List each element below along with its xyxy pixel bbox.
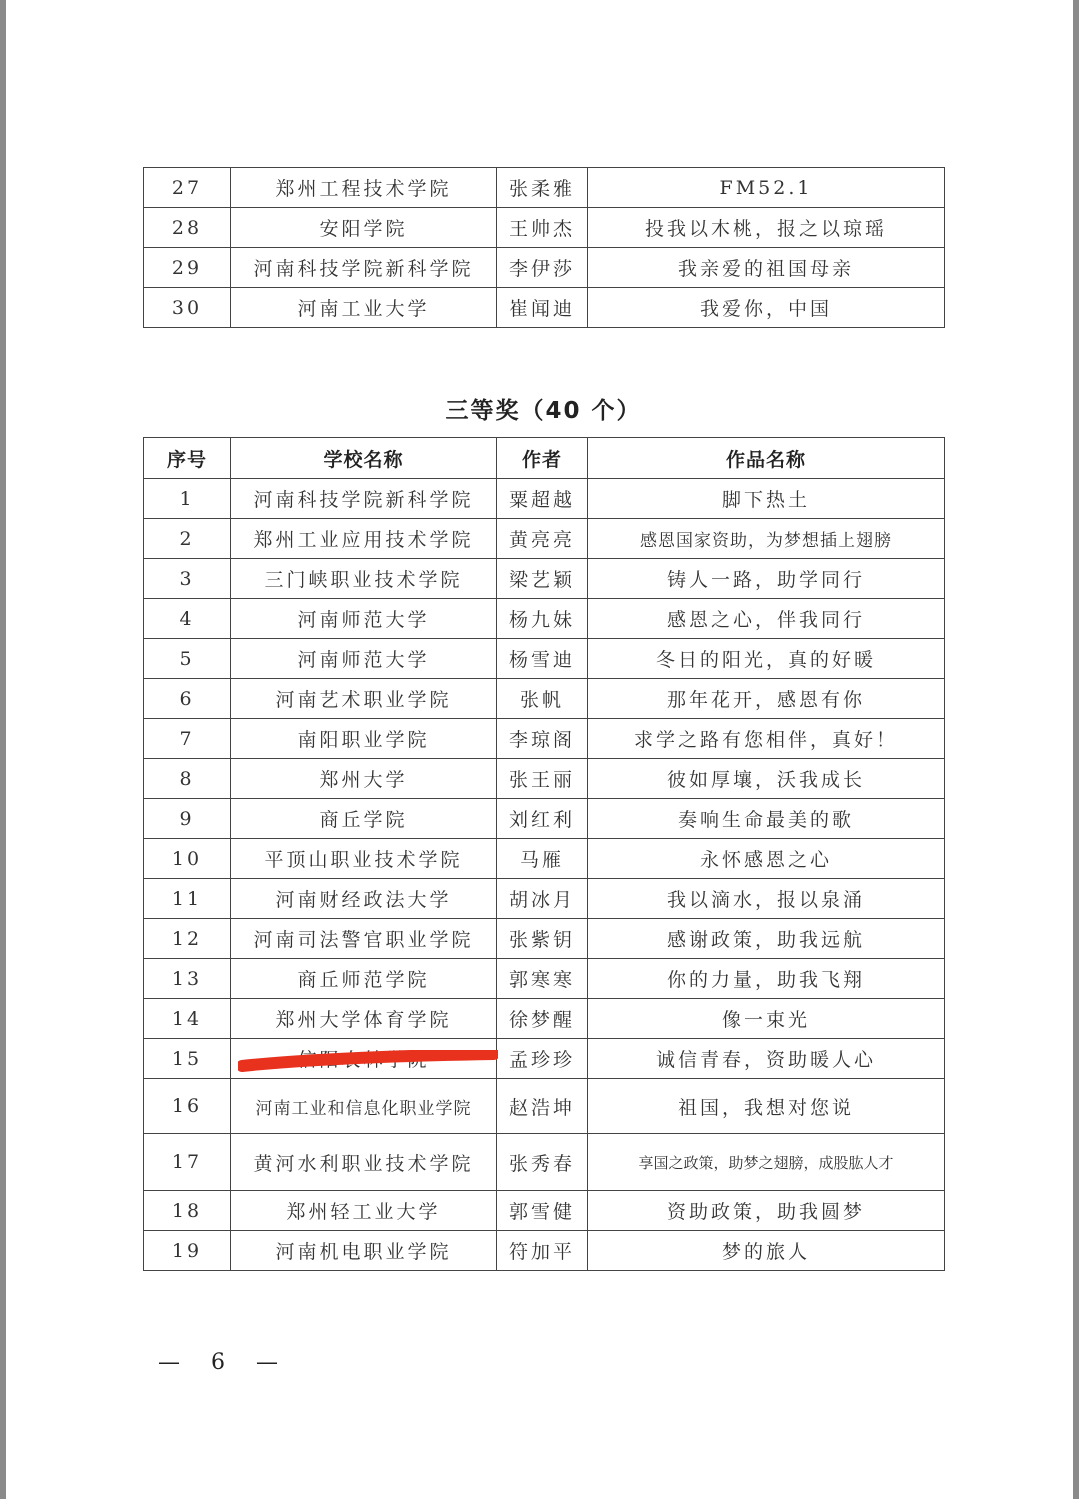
table-header-row xyxy=(144,438,945,479)
work-title: 资助政策，助我圆梦 xyxy=(588,1191,945,1231)
work-title: 像一束光 xyxy=(588,999,945,1039)
author-name: 李琼阁 xyxy=(497,719,588,759)
work-title: 奏响生命最美的歌 xyxy=(588,799,945,839)
table-row xyxy=(144,1079,945,1134)
school-name: 信阳农林学院 xyxy=(231,1039,497,1079)
table-row xyxy=(144,679,945,719)
author-name: 崔闻迪 xyxy=(497,288,588,328)
row-number: 18 xyxy=(144,1191,231,1231)
author-name: 李伊莎 xyxy=(497,248,588,288)
school-name: 河南司法警官职业学院 xyxy=(231,919,497,959)
author-name: 孟珍珍 xyxy=(497,1039,588,1079)
author-name: 张帆 xyxy=(497,679,588,719)
work-title: 诚信青春，资助暖人心 xyxy=(588,1039,945,1079)
work-title: 冬日的阳光，真的好暖 xyxy=(588,639,945,679)
table-row xyxy=(144,639,945,679)
author-name: 张王丽 xyxy=(497,759,588,799)
work-title: 我以滴水，报以泉涌 xyxy=(588,879,945,919)
table-row xyxy=(144,519,945,559)
table-row xyxy=(144,1231,945,1271)
school-name: 河南工业和信息化职业学院 xyxy=(231,1079,497,1134)
school-name: 郑州大学 xyxy=(231,759,497,799)
work-title: 享国之政策，助梦之翅膀，成股肱人才 xyxy=(588,1134,945,1191)
row-number: 27 xyxy=(144,168,231,208)
row-number: 29 xyxy=(144,248,231,288)
author-name: 赵浩坤 xyxy=(497,1079,588,1134)
school-name: 安阳学院 xyxy=(231,208,497,248)
row-number: 15 xyxy=(144,1039,231,1079)
row-number: 17 xyxy=(144,1134,231,1191)
school-name: 河南科技学院新科学院 xyxy=(231,248,497,288)
table-row xyxy=(144,959,945,999)
row-number: 11 xyxy=(144,879,231,919)
work-title: 求学之路有您相伴，真好！ xyxy=(588,719,945,759)
table-row xyxy=(144,559,945,599)
table-row xyxy=(144,919,945,959)
row-number: 3 xyxy=(144,559,231,599)
table-row xyxy=(144,799,945,839)
table-row xyxy=(144,208,945,248)
school-name: 平顶山职业技术学院 xyxy=(231,839,497,879)
row-number: 16 xyxy=(144,1079,231,1134)
table-row xyxy=(144,1134,945,1191)
row-number: 14 xyxy=(144,999,231,1039)
work-title: 那年花开，感恩有你 xyxy=(588,679,945,719)
work-title: 铸人一路，助学同行 xyxy=(588,559,945,599)
table-row xyxy=(144,599,945,639)
author-name: 胡冰月 xyxy=(497,879,588,919)
author-name: 符加平 xyxy=(497,1231,588,1271)
table-row xyxy=(144,248,945,288)
author-name: 梁艺颖 xyxy=(497,559,588,599)
row-number: 19 xyxy=(144,1231,231,1271)
red-redaction-mark xyxy=(238,1050,498,1072)
author-name: 王帅杰 xyxy=(497,208,588,248)
author-name: 杨九妹 xyxy=(497,599,588,639)
section-title: 三等奖（40 个） xyxy=(445,398,642,424)
school-name: 河南工业大学 xyxy=(231,288,497,328)
row-number: 2 xyxy=(144,519,231,559)
author-name: 黄亮亮 xyxy=(497,519,588,559)
table-row xyxy=(144,879,945,919)
table-row xyxy=(144,1191,945,1231)
table-row xyxy=(144,168,945,208)
school-name: 三门峡职业技术学院 xyxy=(231,559,497,599)
row-number: 9 xyxy=(144,799,231,839)
table-row xyxy=(144,479,945,519)
work-title: 永怀感恩之心 xyxy=(588,839,945,879)
page-number: — 6 — xyxy=(158,1350,290,1375)
author-name: 刘红利 xyxy=(497,799,588,839)
work-title: 感恩之心，伴我同行 xyxy=(588,599,945,639)
table-row xyxy=(144,999,945,1039)
third-prize-table xyxy=(143,437,945,1271)
header-work: 作品名称 xyxy=(588,438,945,479)
school-name: 黄河水利职业技术学院 xyxy=(231,1134,497,1191)
author-name: 粟超越 xyxy=(497,479,588,519)
table-row xyxy=(144,839,945,879)
work-title: 彼如厚壤，沃我成长 xyxy=(588,759,945,799)
header-number: 序号 xyxy=(144,438,231,479)
row-number: 28 xyxy=(144,208,231,248)
row-number: 12 xyxy=(144,919,231,959)
author-name: 杨雪迪 xyxy=(497,639,588,679)
school-name: 南阳职业学院 xyxy=(231,719,497,759)
work-title: 梦的旅人 xyxy=(588,1231,945,1271)
school-name: 商丘师范学院 xyxy=(231,959,497,999)
school-name: 河南师范大学 xyxy=(231,599,497,639)
school-name: 郑州工程技术学院 xyxy=(231,168,497,208)
work-title: 你的力量，助我飞翔 xyxy=(588,959,945,999)
row-number: 4 xyxy=(144,599,231,639)
author-name: 徐梦醒 xyxy=(497,999,588,1039)
row-number: 7 xyxy=(144,719,231,759)
author-name: 张柔雅 xyxy=(497,168,588,208)
school-name: 河南科技学院新科学院 xyxy=(231,479,497,519)
school-name: 河南机电职业学院 xyxy=(231,1231,497,1271)
row-number: 5 xyxy=(144,639,231,679)
row-number: 6 xyxy=(144,679,231,719)
author-name: 张紫钥 xyxy=(497,919,588,959)
school-name: 河南艺术职业学院 xyxy=(231,679,497,719)
table-row xyxy=(144,719,945,759)
row-number: 13 xyxy=(144,959,231,999)
author-name: 马雁 xyxy=(497,839,588,879)
redaction-stroke xyxy=(242,1054,494,1066)
author-name: 郭雪健 xyxy=(497,1191,588,1231)
work-title: 感恩国家资助，为梦想插上翅膀 xyxy=(588,519,945,559)
row-number: 1 xyxy=(144,479,231,519)
header-school: 学校名称 xyxy=(231,438,497,479)
work-title: 投我以木桃，报之以琼瑶 xyxy=(588,208,945,248)
row-number: 10 xyxy=(144,839,231,879)
table-row xyxy=(144,759,945,799)
row-number: 8 xyxy=(144,759,231,799)
school-name: 郑州大学体育学院 xyxy=(231,999,497,1039)
header-author: 作者 xyxy=(497,438,588,479)
work-title: 我爱你，中国 xyxy=(588,288,945,328)
school-name: 商丘学院 xyxy=(231,799,497,839)
work-title: FM52.1 xyxy=(588,168,945,208)
author-name: 郭寒寒 xyxy=(497,959,588,999)
work-title: 感谢政策，助我远航 xyxy=(588,919,945,959)
table-row xyxy=(144,288,945,328)
document-page xyxy=(6,0,1073,1499)
school-name: 郑州工业应用技术学院 xyxy=(231,519,497,559)
school-name: 郑州轻工业大学 xyxy=(231,1191,497,1231)
row-number: 30 xyxy=(144,288,231,328)
work-title: 脚下热土 xyxy=(588,479,945,519)
school-name: 河南师范大学 xyxy=(231,639,497,679)
school-name: 河南财经政法大学 xyxy=(231,879,497,919)
author-name: 张秀春 xyxy=(497,1134,588,1191)
work-title: 我亲爱的祖国母亲 xyxy=(588,248,945,288)
work-title: 祖国，我想对您说 xyxy=(588,1079,945,1134)
awards-table-continued xyxy=(143,167,945,328)
